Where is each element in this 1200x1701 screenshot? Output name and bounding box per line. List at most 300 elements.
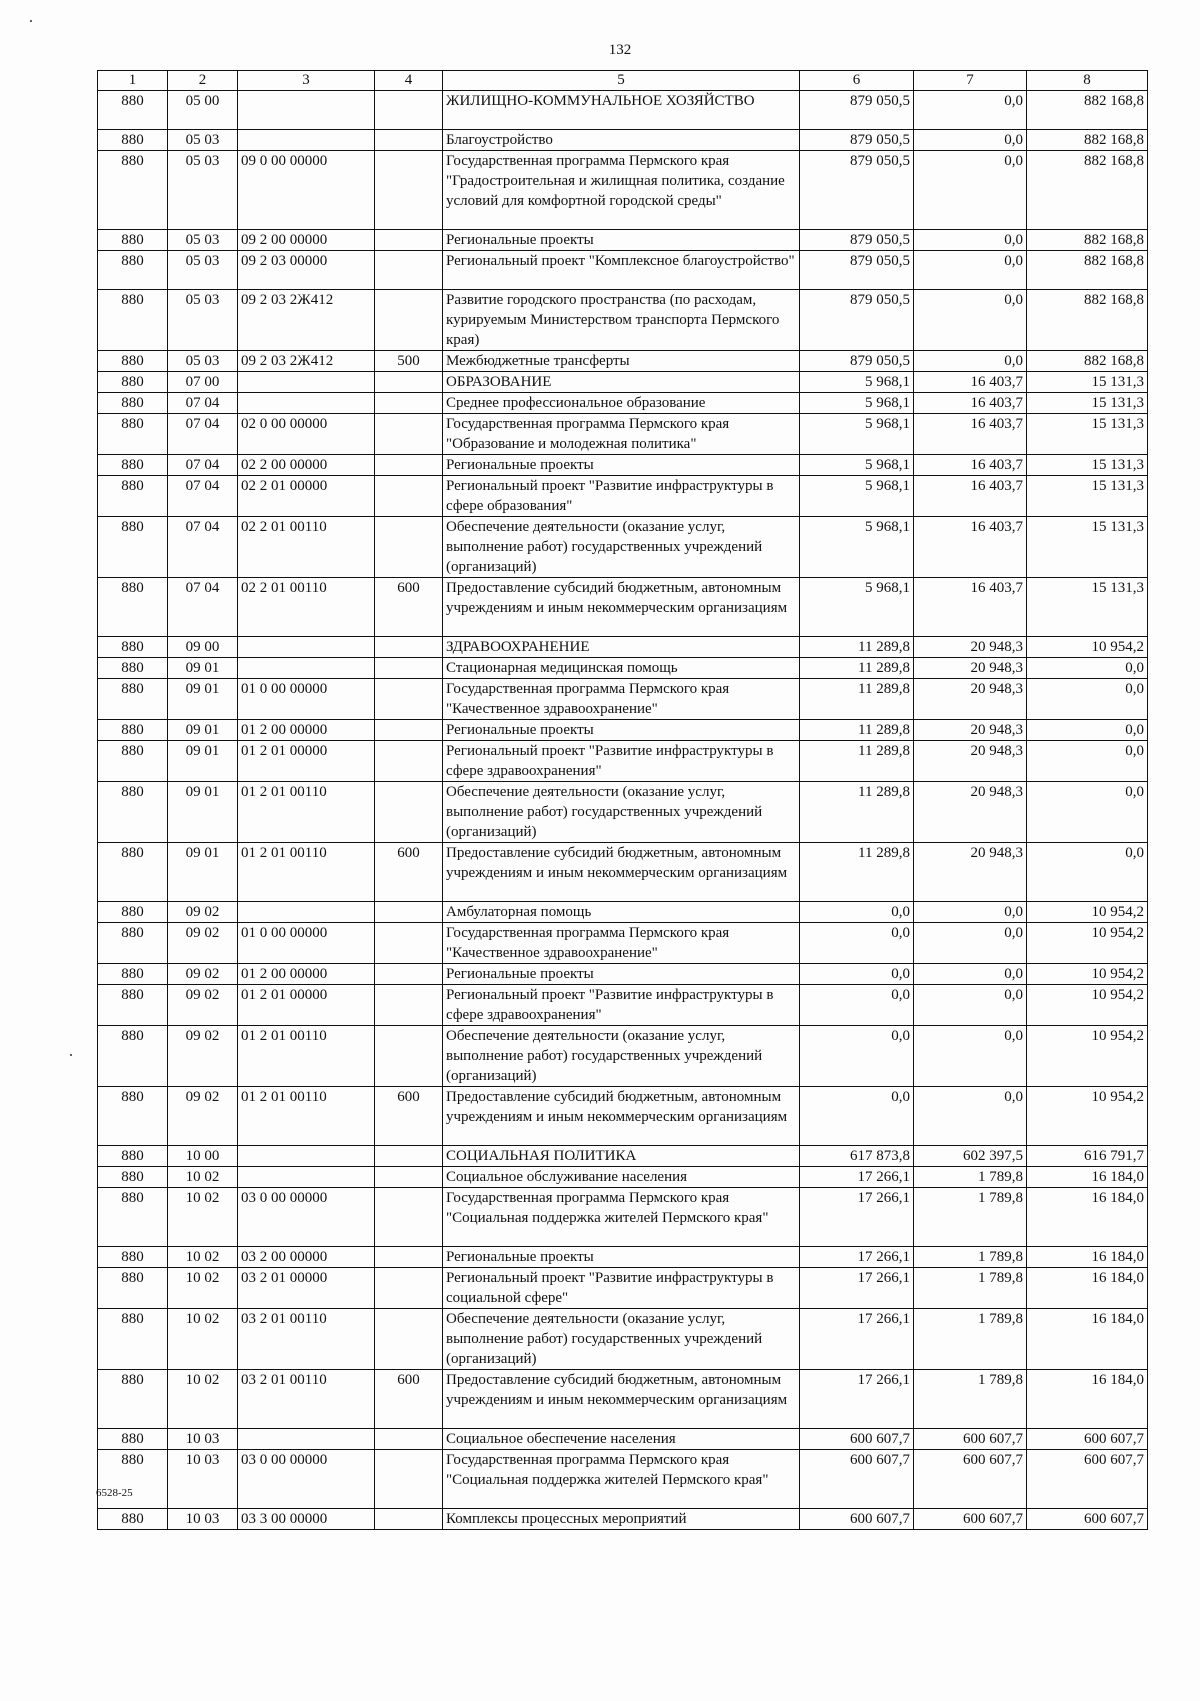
section-code: 09 01	[168, 843, 238, 902]
table-row	[98, 843, 1148, 902]
target-article-code: 01 2 01 00110	[238, 1026, 375, 1087]
amount-col-8: 15 131,3	[1027, 393, 1148, 414]
amount-col-6: 11 289,8	[800, 782, 914, 843]
target-article-code: 09 0 00 00000	[238, 151, 375, 230]
target-article-code: 03 0 00 00000	[238, 1188, 375, 1247]
table-row	[98, 455, 1148, 476]
amount-col-7: 0,0	[914, 130, 1027, 151]
header-col-7: 7	[914, 71, 1027, 91]
amount-col-6: 0,0	[800, 985, 914, 1026]
item-name: Предоставление субсидий бюджетным, автономным учреждениям и иным некоммерческим организациям	[443, 1087, 800, 1146]
item-name: Социальное обслуживание населения	[443, 1167, 800, 1188]
amount-col-8: 0,0	[1027, 658, 1148, 679]
target-article-code: 03 2 00 00000	[238, 1247, 375, 1268]
table-row	[98, 1268, 1148, 1309]
target-article-code: 01 0 00 00000	[238, 679, 375, 720]
amount-col-8: 16 184,0	[1027, 1188, 1148, 1247]
amount-col-8: 616 791,7	[1027, 1146, 1148, 1167]
ministry-code: 880	[98, 130, 168, 151]
amount-col-7: 0,0	[914, 1087, 1027, 1146]
amount-col-7: 1 789,8	[914, 1167, 1027, 1188]
section-code: 09 02	[168, 985, 238, 1026]
amount-col-6: 879 050,5	[800, 230, 914, 251]
header-row	[98, 71, 1148, 91]
table-row	[98, 679, 1148, 720]
section-code: 10 02	[168, 1188, 238, 1247]
section-code: 10 03	[168, 1509, 238, 1530]
amount-col-6: 879 050,5	[800, 351, 914, 372]
expense-type-code	[375, 679, 443, 720]
scan-speck	[30, 20, 32, 22]
expense-type-code	[375, 1026, 443, 1087]
table-row	[98, 1429, 1148, 1450]
amount-col-8: 15 131,3	[1027, 476, 1148, 517]
scan-speck	[70, 1054, 72, 1056]
amount-col-6: 17 266,1	[800, 1167, 914, 1188]
amount-col-7: 602 397,5	[914, 1146, 1027, 1167]
amount-col-7: 20 948,3	[914, 782, 1027, 843]
ministry-code: 880	[98, 455, 168, 476]
ministry-code: 880	[98, 741, 168, 782]
amount-col-8: 0,0	[1027, 741, 1148, 782]
section-code: 10 03	[168, 1429, 238, 1450]
section-code: 09 02	[168, 902, 238, 923]
section-code: 05 03	[168, 251, 238, 290]
header-col-1: 1	[98, 71, 168, 91]
amount-col-7: 0,0	[914, 964, 1027, 985]
expense-type-code	[375, 1429, 443, 1450]
table-row	[98, 1026, 1148, 1087]
table-row	[98, 658, 1148, 679]
item-name: Амбулаторная помощь	[443, 902, 800, 923]
amount-col-6: 600 607,7	[800, 1429, 914, 1450]
expense-type-code	[375, 230, 443, 251]
ministry-code: 880	[98, 1370, 168, 1429]
amount-col-7: 0,0	[914, 91, 1027, 130]
section-code: 09 01	[168, 658, 238, 679]
target-article-code: 03 3 00 00000	[238, 1509, 375, 1530]
amount-col-6: 5 968,1	[800, 393, 914, 414]
section-code: 10 02	[168, 1167, 238, 1188]
expense-type-code	[375, 1450, 443, 1509]
table-row	[98, 1087, 1148, 1146]
section-code: 07 04	[168, 578, 238, 637]
expense-type-code: 600	[375, 1087, 443, 1146]
section-code: 05 03	[168, 130, 238, 151]
ministry-code: 880	[98, 1268, 168, 1309]
item-name: Социальное обеспечение населения	[443, 1429, 800, 1450]
amount-col-8: 10 954,2	[1027, 985, 1148, 1026]
amount-col-6: 0,0	[800, 923, 914, 964]
amount-col-7: 20 948,3	[914, 741, 1027, 782]
ministry-code: 880	[98, 843, 168, 902]
table-row	[98, 230, 1148, 251]
expense-type-code	[375, 741, 443, 782]
amount-col-7: 16 403,7	[914, 476, 1027, 517]
table-row	[98, 351, 1148, 372]
table-row	[98, 923, 1148, 964]
item-name: Обеспечение деятельности (оказание услуг, выполнение работ) государственных учреждений (организаций)	[443, 1026, 800, 1087]
amount-col-7: 16 403,7	[914, 578, 1027, 637]
amount-col-7: 1 789,8	[914, 1309, 1027, 1370]
amount-col-7: 16 403,7	[914, 517, 1027, 578]
expense-type-code	[375, 393, 443, 414]
amount-col-8: 16 184,0	[1027, 1268, 1148, 1309]
amount-col-8: 16 184,0	[1027, 1247, 1148, 1268]
target-article-code: 09 2 00 00000	[238, 230, 375, 251]
expense-type-code	[375, 1509, 443, 1530]
amount-col-7: 0,0	[914, 923, 1027, 964]
expense-type-code	[375, 455, 443, 476]
ministry-code: 880	[98, 637, 168, 658]
item-name: ОБРАЗОВАНИЕ	[443, 372, 800, 393]
table-header	[98, 71, 1148, 91]
section-code: 09 02	[168, 1087, 238, 1146]
table-row	[98, 1146, 1148, 1167]
amount-col-6: 11 289,8	[800, 658, 914, 679]
target-article-code: 01 0 00 00000	[238, 923, 375, 964]
target-article-code: 09 2 03 00000	[238, 251, 375, 290]
ministry-code: 880	[98, 578, 168, 637]
table-row	[98, 1167, 1148, 1188]
ministry-code: 880	[98, 985, 168, 1026]
ministry-code: 880	[98, 964, 168, 985]
amount-col-8: 15 131,3	[1027, 414, 1148, 455]
amount-col-7: 16 403,7	[914, 372, 1027, 393]
table-body	[98, 91, 1148, 1530]
item-name: Региональные проекты	[443, 964, 800, 985]
ministry-code: 880	[98, 517, 168, 578]
item-name: Государственная программа Пермского края "Качественное здравоохранение"	[443, 679, 800, 720]
item-name: Комплексы процессных мероприятий	[443, 1509, 800, 1530]
target-article-code: 01 2 01 00000	[238, 741, 375, 782]
header-col-8: 8	[1027, 71, 1148, 91]
amount-col-7: 0,0	[914, 902, 1027, 923]
amount-col-6: 879 050,5	[800, 251, 914, 290]
amount-col-8: 0,0	[1027, 782, 1148, 843]
amount-col-6: 5 968,1	[800, 517, 914, 578]
ministry-code: 880	[98, 1087, 168, 1146]
amount-col-6: 17 266,1	[800, 1247, 914, 1268]
amount-col-7: 600 607,7	[914, 1509, 1027, 1530]
table-row	[98, 578, 1148, 637]
header-col-5: 5	[443, 71, 800, 91]
item-name: Развитие городского пространства (по расходам, курируемым Министерством транспорта Пермского края)	[443, 290, 800, 351]
amount-col-7: 1 789,8	[914, 1247, 1027, 1268]
section-code: 09 01	[168, 782, 238, 843]
item-name: Благоустройство	[443, 130, 800, 151]
amount-col-8: 16 184,0	[1027, 1309, 1148, 1370]
ministry-code: 880	[98, 1429, 168, 1450]
amount-col-6: 879 050,5	[800, 91, 914, 130]
item-name: Государственная программа Пермского края "Социальная поддержка жителей Пермского края"	[443, 1188, 800, 1247]
amount-col-8: 15 131,3	[1027, 578, 1148, 637]
ministry-code: 880	[98, 91, 168, 130]
target-article-code: 03 2 01 00000	[238, 1268, 375, 1309]
target-article-code: 02 2 01 00110	[238, 578, 375, 637]
amount-col-8: 882 168,8	[1027, 351, 1148, 372]
ministry-code: 880	[98, 1167, 168, 1188]
table-row	[98, 372, 1148, 393]
ministry-code: 880	[98, 1188, 168, 1247]
table-row	[98, 151, 1148, 230]
section-code: 09 01	[168, 741, 238, 782]
amount-col-7: 16 403,7	[914, 414, 1027, 455]
section-code: 10 03	[168, 1450, 238, 1509]
header-col-4: 4	[375, 71, 443, 91]
target-article-code	[238, 902, 375, 923]
section-code: 07 04	[168, 455, 238, 476]
expense-type-code	[375, 290, 443, 351]
amount-col-6: 0,0	[800, 1087, 914, 1146]
amount-col-7: 16 403,7	[914, 393, 1027, 414]
item-name: Предоставление субсидий бюджетным, автономным учреждениям и иным некоммерческим организациям	[443, 843, 800, 902]
target-article-code: 03 2 01 00110	[238, 1309, 375, 1370]
amount-col-6: 11 289,8	[800, 637, 914, 658]
amount-col-7: 0,0	[914, 351, 1027, 372]
amount-col-7: 0,0	[914, 985, 1027, 1026]
amount-col-8: 882 168,8	[1027, 130, 1148, 151]
amount-col-7: 16 403,7	[914, 455, 1027, 476]
expense-type-code	[375, 1146, 443, 1167]
amount-col-6: 5 968,1	[800, 578, 914, 637]
section-code: 05 03	[168, 290, 238, 351]
target-article-code: 01 2 01 00110	[238, 1087, 375, 1146]
target-article-code: 02 0 00 00000	[238, 414, 375, 455]
expense-type-code	[375, 414, 443, 455]
expense-type-code	[375, 1188, 443, 1247]
target-article-code	[238, 1167, 375, 1188]
amount-col-8: 882 168,8	[1027, 91, 1148, 130]
target-article-code	[238, 1429, 375, 1450]
item-name: СОЦИАЛЬНАЯ ПОЛИТИКА	[443, 1146, 800, 1167]
item-name: Региональные проекты	[443, 720, 800, 741]
amount-col-8: 882 168,8	[1027, 230, 1148, 251]
expense-type-code: 500	[375, 351, 443, 372]
amount-col-8: 10 954,2	[1027, 902, 1148, 923]
expense-type-code	[375, 658, 443, 679]
ministry-code: 880	[98, 679, 168, 720]
item-name: Предоставление субсидий бюджетным, автономным учреждениям и иным некоммерческим организациям	[443, 1370, 800, 1429]
item-name: Региональный проект "Развитие инфраструктуры в социальной сфере"	[443, 1268, 800, 1309]
target-article-code: 01 2 00 00000	[238, 720, 375, 741]
amount-col-7: 1 789,8	[914, 1188, 1027, 1247]
section-code: 10 00	[168, 1146, 238, 1167]
expense-type-code	[375, 1247, 443, 1268]
table-row	[98, 782, 1148, 843]
ministry-code: 880	[98, 1450, 168, 1509]
amount-col-8: 16 184,0	[1027, 1167, 1148, 1188]
ministry-code: 880	[98, 1509, 168, 1530]
section-code: 10 02	[168, 1370, 238, 1429]
section-code: 10 02	[168, 1247, 238, 1268]
amount-col-8: 0,0	[1027, 679, 1148, 720]
expense-type-code	[375, 1268, 443, 1309]
item-name: Стационарная медицинская помощь	[443, 658, 800, 679]
item-name: Межбюджетные трансферты	[443, 351, 800, 372]
budget-table	[97, 70, 1148, 1530]
section-code: 09 02	[168, 1026, 238, 1087]
target-article-code: 01 2 01 00110	[238, 843, 375, 902]
ministry-code: 880	[98, 414, 168, 455]
amount-col-6: 11 289,8	[800, 679, 914, 720]
expense-type-code	[375, 251, 443, 290]
amount-col-6: 600 607,7	[800, 1450, 914, 1509]
ministry-code: 880	[98, 351, 168, 372]
amount-col-6: 879 050,5	[800, 290, 914, 351]
ministry-code: 880	[98, 782, 168, 843]
section-code: 05 03	[168, 230, 238, 251]
expense-type-code	[375, 1167, 443, 1188]
amount-col-7: 20 948,3	[914, 637, 1027, 658]
table-row	[98, 414, 1148, 455]
table-row	[98, 91, 1148, 130]
target-article-code	[238, 1146, 375, 1167]
target-article-code	[238, 393, 375, 414]
amount-col-6: 879 050,5	[800, 151, 914, 230]
item-name: Региональный проект "Развитие инфраструктуры в сфере здравоохранения"	[443, 985, 800, 1026]
table-row	[98, 902, 1148, 923]
amount-col-7: 0,0	[914, 230, 1027, 251]
expense-type-code	[375, 720, 443, 741]
ministry-code: 880	[98, 476, 168, 517]
table-row	[98, 1370, 1148, 1429]
amount-col-8: 10 954,2	[1027, 964, 1148, 985]
expense-type-code	[375, 902, 443, 923]
section-code: 07 04	[168, 414, 238, 455]
target-article-code: 01 2 01 00110	[238, 782, 375, 843]
amount-col-6: 17 266,1	[800, 1268, 914, 1309]
item-name: Региональный проект "Развитие инфраструктуры в сфере здравоохранения"	[443, 741, 800, 782]
section-code: 05 03	[168, 151, 238, 230]
amount-col-6: 5 968,1	[800, 455, 914, 476]
table-row	[98, 1247, 1148, 1268]
section-code: 07 04	[168, 393, 238, 414]
target-article-code: 03 2 01 00110	[238, 1370, 375, 1429]
ministry-code: 880	[98, 251, 168, 290]
expense-type-code	[375, 91, 443, 130]
target-article-code: 02 2 01 00000	[238, 476, 375, 517]
header-col-6: 6	[800, 71, 914, 91]
table-row	[98, 130, 1148, 151]
ministry-code: 880	[98, 230, 168, 251]
amount-col-6: 17 266,1	[800, 1370, 914, 1429]
ministry-code: 880	[98, 658, 168, 679]
amount-col-7: 0,0	[914, 251, 1027, 290]
amount-col-8: 882 168,8	[1027, 151, 1148, 230]
item-name: Среднее профессиональное образование	[443, 393, 800, 414]
expense-type-code: 600	[375, 843, 443, 902]
expense-type-code	[375, 637, 443, 658]
target-article-code: 02 2 01 00110	[238, 517, 375, 578]
expense-type-code	[375, 985, 443, 1026]
amount-col-6: 879 050,5	[800, 130, 914, 151]
amount-col-8: 600 607,7	[1027, 1509, 1148, 1530]
target-article-code	[238, 372, 375, 393]
amount-col-7: 600 607,7	[914, 1450, 1027, 1509]
expense-type-code	[375, 372, 443, 393]
target-article-code	[238, 130, 375, 151]
amount-col-6: 11 289,8	[800, 843, 914, 902]
item-name: Региональные проекты	[443, 455, 800, 476]
ministry-code: 880	[98, 902, 168, 923]
amount-col-7: 20 948,3	[914, 843, 1027, 902]
item-name: Предоставление субсидий бюджетным, автономным учреждениям и иным некоммерческим организациям	[443, 578, 800, 637]
expense-type-code	[375, 1309, 443, 1370]
item-name: Обеспечение деятельности (оказание услуг, выполнение работ) государственных учреждений (организаций)	[443, 782, 800, 843]
ministry-code: 880	[98, 1146, 168, 1167]
header-col-2: 2	[168, 71, 238, 91]
item-name: Государственная программа Пермского края "Качественное здравоохранение"	[443, 923, 800, 964]
amount-col-7: 20 948,3	[914, 720, 1027, 741]
expense-type-code: 600	[375, 578, 443, 637]
section-code: 07 00	[168, 372, 238, 393]
target-article-code	[238, 637, 375, 658]
amount-col-7: 0,0	[914, 290, 1027, 351]
target-article-code: 09 2 03 2Ж412	[238, 351, 375, 372]
target-article-code	[238, 91, 375, 130]
target-article-code: 01 2 00 00000	[238, 964, 375, 985]
section-code: 07 04	[168, 476, 238, 517]
table-row	[98, 637, 1148, 658]
amount-col-7: 20 948,3	[914, 658, 1027, 679]
amount-col-6: 5 968,1	[800, 414, 914, 455]
item-name: Региональный проект "Комплексное благоустройство"	[443, 251, 800, 290]
amount-col-6: 17 266,1	[800, 1309, 914, 1370]
table-row	[98, 517, 1148, 578]
table-row	[98, 476, 1148, 517]
ministry-code: 880	[98, 372, 168, 393]
table-row	[98, 1450, 1148, 1509]
item-name: Региональные проекты	[443, 1247, 800, 1268]
section-code: 07 04	[168, 517, 238, 578]
expense-type-code: 600	[375, 1370, 443, 1429]
table-row	[98, 251, 1148, 290]
amount-col-6: 5 968,1	[800, 476, 914, 517]
expense-type-code	[375, 130, 443, 151]
expense-type-code	[375, 964, 443, 985]
item-name: Государственная программа Пермского края "Образование и молодежная политика"	[443, 414, 800, 455]
amount-col-7: 600 607,7	[914, 1429, 1027, 1450]
amount-col-8: 10 954,2	[1027, 923, 1148, 964]
section-code: 10 02	[168, 1309, 238, 1370]
amount-col-8: 600 607,7	[1027, 1429, 1148, 1450]
item-name: ЖИЛИЩНО-КОММУНАЛЬНОЕ ХОЗЯЙСТВО	[443, 91, 800, 130]
section-code: 09 02	[168, 923, 238, 964]
table-row	[98, 720, 1148, 741]
amount-col-6: 11 289,8	[800, 741, 914, 782]
target-article-code: 09 2 03 2Ж412	[238, 290, 375, 351]
ministry-code: 880	[98, 720, 168, 741]
amount-col-6: 11 289,8	[800, 720, 914, 741]
ministry-code: 880	[98, 1309, 168, 1370]
amount-col-8: 0,0	[1027, 720, 1148, 741]
amount-col-7: 1 789,8	[914, 1268, 1027, 1309]
amount-col-7: 1 789,8	[914, 1370, 1027, 1429]
item-name: Региональные проекты	[443, 230, 800, 251]
ministry-code: 880	[98, 151, 168, 230]
amount-col-6: 600 607,7	[800, 1509, 914, 1530]
amount-col-8: 600 607,7	[1027, 1450, 1148, 1509]
amount-col-8: 15 131,3	[1027, 372, 1148, 393]
amount-col-8: 882 168,8	[1027, 290, 1148, 351]
expense-type-code	[375, 782, 443, 843]
section-code: 09 01	[168, 720, 238, 741]
document-code: 6528-25	[96, 1487, 133, 1499]
item-name: Обеспечение деятельности (оказание услуг, выполнение работ) государственных учреждений (организаций)	[443, 1309, 800, 1370]
table-row	[98, 964, 1148, 985]
amount-col-6: 617 873,8	[800, 1146, 914, 1167]
